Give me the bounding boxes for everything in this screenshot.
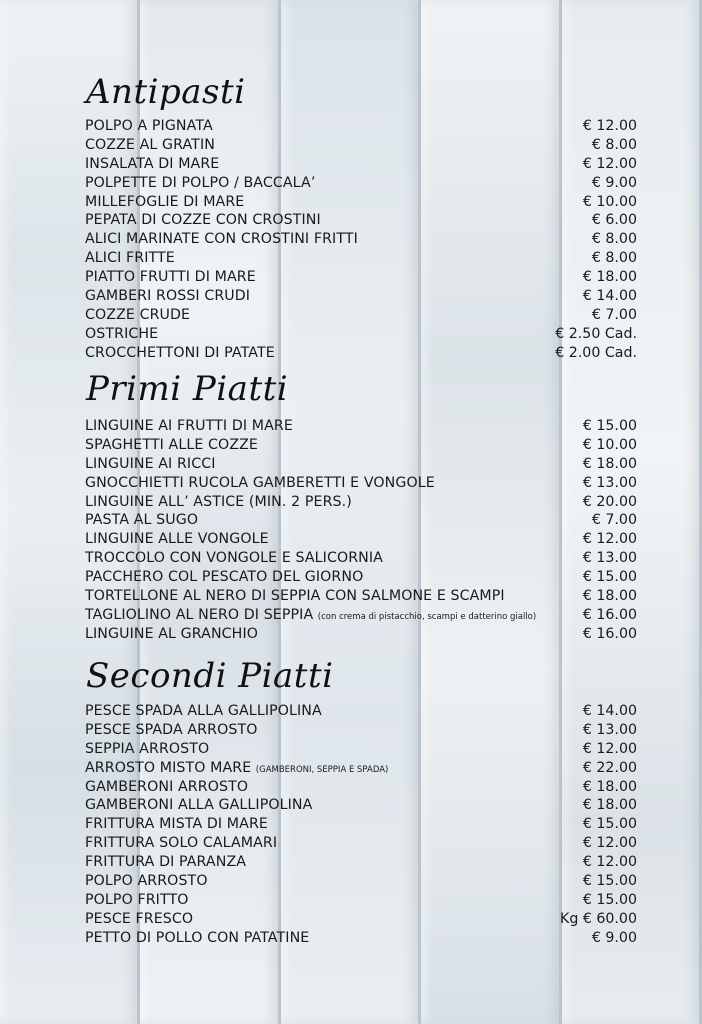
menu-item-name: GAMBERONI ARROSTO xyxy=(85,778,249,795)
menu-item-price: € 12.00 xyxy=(582,835,637,852)
menu-item-label xyxy=(85,344,275,363)
section-title-primi-piatti: Primi Piatti xyxy=(86,369,289,409)
menu-item-name: PEPATA DI COZZE CON CROSTINI xyxy=(85,212,321,229)
menu-item xyxy=(85,344,637,363)
menu-item-label xyxy=(85,853,246,872)
menu-item-price: € 15.00 xyxy=(582,569,637,586)
menu-item-name: FRITTURA SOLO CALAMARI xyxy=(85,835,278,852)
menu-item-price: € 18.00 xyxy=(582,797,637,814)
menu-item-label xyxy=(85,549,383,568)
menu-item xyxy=(85,568,637,587)
menu-item xyxy=(85,174,637,193)
menu-item-price: € 12.00 xyxy=(582,155,637,172)
menu-item-price: € 12.00 xyxy=(582,531,637,548)
menu-item-label xyxy=(85,174,315,193)
menu-item-price: € 22.00 xyxy=(582,759,637,776)
menu-item xyxy=(85,306,637,325)
menu-item-name: TORTELLONE AL NERO DI SEPPIA CON SALMONE E SCAMPI xyxy=(85,588,505,605)
menu-item xyxy=(85,249,637,268)
menu-item-price: € 15.00 xyxy=(582,873,637,890)
menu-item-price: € 13.00 xyxy=(582,550,637,567)
menu-item-label xyxy=(85,587,505,606)
menu-item-label xyxy=(85,568,363,587)
menu-item-label xyxy=(85,872,208,891)
menu-item-label xyxy=(85,417,293,436)
menu-item xyxy=(85,474,637,493)
menu-item xyxy=(85,117,637,136)
menu-item-label xyxy=(85,436,258,455)
secondi-piatti-list xyxy=(85,702,637,948)
menu-item-label xyxy=(85,721,257,740)
menu-item-price: € 14.00 xyxy=(582,703,637,719)
menu-item-name: CROCCHETTONI DI PATATE xyxy=(85,344,275,361)
menu-item xyxy=(85,872,637,891)
menu-item xyxy=(85,493,637,512)
menu-item-name: LINGUINE AI RICCI xyxy=(85,455,216,472)
menu-item-name: LINGUINE ALL’ ASTICE (MIN. 2 PERS.) xyxy=(85,493,352,510)
menu-item xyxy=(85,910,637,929)
menu-item-name: PETTO DI POLLO CON PATATINE xyxy=(85,929,310,946)
antipasti-list xyxy=(85,117,637,363)
menu-item-name: SPAGHETTI ALLE COZZE xyxy=(85,436,258,453)
menu-item-price: € 8.00 xyxy=(591,250,637,267)
menu-item xyxy=(85,929,637,948)
menu-item-price: € 15.00 xyxy=(582,891,637,908)
menu-item xyxy=(85,740,637,759)
menu-item-name: POLPETTE DI POLPO / BACCALA’ xyxy=(85,174,316,191)
menu-item-name: TROCCOLO CON VONGOLE E SALICORNIA xyxy=(85,550,383,567)
menu-item xyxy=(85,606,637,625)
menu-item-price: € 9.00 xyxy=(591,174,637,191)
menu-item-label xyxy=(85,249,175,268)
menu-item-label xyxy=(85,815,268,834)
menu-item-price: Kg € 60.00 xyxy=(560,910,637,927)
menu-item-price: € 16.00 xyxy=(582,606,637,623)
menu-item xyxy=(85,702,637,721)
menu-item-name: PESCE FRESCO xyxy=(85,910,194,927)
menu-item xyxy=(85,853,637,872)
menu-item-label xyxy=(85,929,309,948)
menu-item-label xyxy=(85,910,193,929)
menu-item-name: POLPO A PIGNATA xyxy=(85,118,213,134)
menu-item-label xyxy=(85,530,269,549)
menu-item-price: € 8.00 xyxy=(591,136,637,153)
menu-item-label xyxy=(85,211,321,230)
menu-item-label xyxy=(85,268,256,287)
menu-item-name: GAMBERONI ALLA GALLIPOLINA xyxy=(85,797,313,814)
menu-item-name: PASTA AL SUGO xyxy=(85,512,199,529)
menu-item-price: € 12.00 xyxy=(582,740,637,757)
menu-item-name: INSALATA DI MARE xyxy=(85,155,220,172)
menu-item-price: € 12.00 xyxy=(582,118,637,134)
menu-item-price: € 15.00 xyxy=(582,816,637,833)
menu-item-price: € 18.00 xyxy=(582,455,637,472)
menu-item-label xyxy=(85,834,277,853)
menu-item xyxy=(85,268,637,287)
menu-item xyxy=(85,549,637,568)
menu-item xyxy=(85,891,637,910)
menu-item-name: PESCE SPADA ALLA GALLIPOLINA xyxy=(85,703,322,719)
menu-item-price: € 12.00 xyxy=(582,854,637,871)
menu-item-label xyxy=(85,796,312,815)
menu-item-name: ALICI MARINATE CON CROSTINI FRITTI xyxy=(85,231,358,248)
menu-item-name: GAMBERI ROSSI CRUDI xyxy=(85,288,251,305)
menu-item-price: € 18.00 xyxy=(582,269,637,286)
menu-item-price: € 20.00 xyxy=(582,493,637,510)
menu-item xyxy=(85,721,637,740)
menu-item xyxy=(85,211,637,230)
menu-item xyxy=(85,155,637,174)
menu-item xyxy=(85,325,637,344)
menu-item-price: € 15.00 xyxy=(582,418,637,434)
menu-item-label xyxy=(85,891,189,910)
menu-item-name: PESCE SPADA ARROSTO xyxy=(85,721,258,738)
menu-item-price: € 18.00 xyxy=(582,588,637,605)
menu-item-name: POLPO ARROSTO xyxy=(85,873,208,890)
menu-item-label xyxy=(85,511,198,530)
menu-item-label xyxy=(85,287,250,306)
menu-item xyxy=(85,834,637,853)
menu-item xyxy=(85,796,637,815)
menu-item xyxy=(85,815,637,834)
menu-item-name: LINGUINE AI FRUTTI DI MARE xyxy=(85,418,293,434)
menu-item-price: € 13.00 xyxy=(582,721,637,738)
menu-item-price: € 9.00 xyxy=(591,929,637,946)
menu-item-name: PACCHERO COL PESCATO DEL GIORNO xyxy=(85,569,364,586)
menu-item-price: € 2.00 Cad. xyxy=(555,344,637,361)
menu-item-name: MILLEFOGLIE DI MARE xyxy=(85,193,245,210)
menu-item xyxy=(85,136,637,155)
menu-item xyxy=(85,287,637,306)
menu-item-price: € 7.00 xyxy=(591,512,637,529)
menu-item-price: € 8.00 xyxy=(591,231,637,248)
menu-item xyxy=(85,230,637,249)
menu-item-label xyxy=(85,155,219,174)
menu-item-label xyxy=(85,474,435,493)
menu-item-label xyxy=(85,778,248,797)
menu-item-label xyxy=(85,117,213,136)
primi-piatti-list xyxy=(85,417,637,644)
menu-item-price: € 7.00 xyxy=(591,306,637,323)
menu-item-label xyxy=(85,759,388,780)
menu-item-name: SEPPIA ARROSTO xyxy=(85,740,210,757)
menu-item-name: LINGUINE AL GRANCHIO xyxy=(85,625,258,642)
menu-item-label xyxy=(85,493,352,512)
menu-item-note: (con crema di pistacchio, scampi e datterino giallo) xyxy=(317,611,537,622)
menu-item-name: LINGUINE ALLE VONGOLE xyxy=(85,531,269,548)
menu-item xyxy=(85,759,637,778)
menu-item-name: COZZE CRUDE xyxy=(85,306,191,323)
menu-item xyxy=(85,778,637,797)
section-title-antipasti: Antipasti xyxy=(86,72,246,112)
menu-item-label xyxy=(85,740,209,759)
menu-item-label xyxy=(85,306,190,325)
menu-item-price: € 6.00 xyxy=(591,212,637,229)
menu-item-note: (GAMBERONI, SEPPIA E SPADA) xyxy=(255,764,389,775)
menu-item-price: € 10.00 xyxy=(582,436,637,453)
menu-item-label xyxy=(85,193,244,212)
menu-item-name: TAGLIOLINO AL NERO DI SEPPIA xyxy=(85,606,314,623)
menu-item-name: OSTRICHE xyxy=(85,325,159,342)
menu-item xyxy=(85,530,637,549)
menu-item-price: € 13.00 xyxy=(582,474,637,491)
menu-item xyxy=(85,455,637,474)
menu-item-name: FRITTURA MISTA DI MARE xyxy=(85,816,268,833)
menu-item-name: ALICI FRITTE xyxy=(85,250,175,267)
menu-item-price: € 18.00 xyxy=(582,778,637,795)
menu-item xyxy=(85,193,637,212)
menu-item xyxy=(85,587,637,606)
menu-item-label xyxy=(85,230,358,249)
menu-item xyxy=(85,625,637,644)
menu-item-label xyxy=(85,455,216,474)
menu-item xyxy=(85,417,637,436)
menu-item-price: € 10.00 xyxy=(582,193,637,210)
menu-item-name: ARROSTO MISTO MARE xyxy=(85,759,252,776)
menu-item-name: COZZE AL GRATIN xyxy=(85,136,215,153)
menu-item-name: PIATTO FRUTTI DI MARE xyxy=(85,269,256,286)
menu-item-price: € 14.00 xyxy=(582,288,637,305)
section-title-secondi-piatti: Secondi Piatti xyxy=(86,656,334,696)
menu-item-price: € 2.50 Cad. xyxy=(555,325,637,342)
menu-item xyxy=(85,511,637,530)
menu-item-label xyxy=(85,702,322,721)
menu-item-name: FRITTURA DI PARANZA xyxy=(85,854,247,871)
menu-item-label xyxy=(85,606,536,627)
menu-item-label xyxy=(85,325,158,344)
menu-item-name: GNOCCHIETTI RUCOLA GAMBERETTI E VONGOLE xyxy=(85,474,435,491)
menu-item-label xyxy=(85,625,258,644)
menu-item-price: € 16.00 xyxy=(582,625,637,642)
menu-item-label xyxy=(85,136,215,155)
menu-item-name: POLPO FRITTO xyxy=(85,891,189,908)
menu-item xyxy=(85,436,637,455)
